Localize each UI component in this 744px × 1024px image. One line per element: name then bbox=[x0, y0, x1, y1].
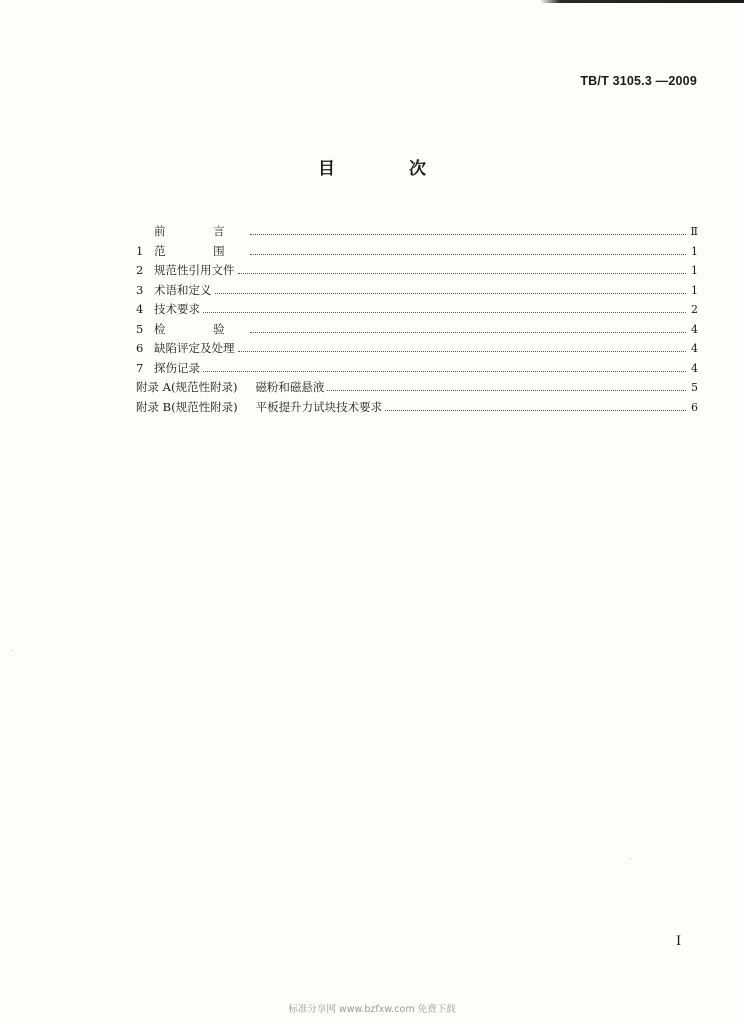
toc-dot-leader bbox=[250, 331, 686, 333]
toc-entry-number: 5 bbox=[136, 321, 144, 336]
toc-entry-number: 6 bbox=[136, 341, 144, 355]
page-number: Ⅰ bbox=[676, 934, 682, 949]
toc-entry-label: 检 验 bbox=[154, 321, 247, 336]
toc-entry[interactable] bbox=[136, 339, 698, 359]
scan-speck bbox=[630, 858, 631, 859]
standard-number: TB/T 3105.3 —2009 bbox=[580, 74, 697, 88]
page-title: 目 次 bbox=[318, 159, 460, 179]
toc-dot-leader bbox=[203, 370, 686, 372]
toc-entry[interactable] bbox=[136, 300, 698, 320]
toc-entry-page: 1 bbox=[691, 264, 698, 277]
toc-entry-label: 磁粉和磁悬液 bbox=[255, 380, 325, 394]
toc-appendix-type: 附录 B(规范性附录) bbox=[136, 399, 238, 414]
toc-entry-label: 平板提升力试块技术要求 bbox=[255, 399, 383, 414]
toc-appendix-type: 附录 A(规范性附录) bbox=[136, 380, 238, 394]
toc-entry-number: 2 bbox=[136, 263, 144, 277]
toc-entry-page: 6 bbox=[691, 400, 698, 414]
toc-entry-page: 2 bbox=[691, 303, 698, 316]
toc-entry[interactable] bbox=[136, 359, 698, 379]
toc-dot-leader bbox=[215, 292, 687, 294]
toc-entry-number: 1 bbox=[136, 243, 144, 258]
toc-entry-label: 规范性引用文件 bbox=[154, 263, 235, 277]
toc-entry[interactable] bbox=[136, 320, 698, 340]
toc-entry-number: 7 bbox=[136, 360, 144, 375]
toc-dot-leader bbox=[250, 253, 686, 255]
toc-dot-leader bbox=[385, 409, 686, 411]
toc-entry-number: 4 bbox=[136, 302, 144, 316]
toc-dot-leader bbox=[250, 233, 686, 235]
toc-entry[interactable] bbox=[136, 281, 698, 301]
toc-entry[interactable] bbox=[136, 242, 698, 262]
toc-dot-leader bbox=[238, 350, 687, 352]
toc-entry[interactable] bbox=[136, 398, 698, 418]
toc-entry[interactable] bbox=[136, 378, 698, 398]
toc-entry-label: 前 言 bbox=[154, 224, 247, 238]
toc-dot-leader bbox=[203, 311, 686, 313]
toc-entry-page: 4 bbox=[691, 361, 698, 375]
toc-entry-label: 范 围 bbox=[154, 243, 247, 258]
toc-dot-leader bbox=[238, 272, 687, 274]
toc-entry-label: 缺陷评定及处理 bbox=[154, 341, 235, 355]
scan-top-edge bbox=[0, 0, 744, 3]
toc-entry-page: 4 bbox=[691, 322, 698, 336]
toc-entry-page: 5 bbox=[691, 381, 698, 394]
toc-entry-page: 4 bbox=[691, 342, 698, 355]
toc-entry-number: 3 bbox=[136, 282, 144, 297]
table-of-contents bbox=[136, 222, 698, 417]
toc-entry-label: 探伤记录 bbox=[154, 360, 200, 375]
toc-entry-label: 术语和定义 bbox=[154, 282, 212, 297]
scan-speck bbox=[12, 650, 13, 651]
toc-dot-leader bbox=[327, 389, 686, 391]
toc-entry-page: Ⅱ bbox=[690, 225, 698, 238]
toc-entry[interactable] bbox=[136, 261, 698, 281]
toc-entry[interactable] bbox=[136, 222, 698, 242]
toc-entry-page: 1 bbox=[691, 244, 698, 258]
scan-speck bbox=[538, 316, 539, 317]
watermark-link[interactable]: 标准分享网 www.bzfxw.com 免费下载 bbox=[288, 1004, 456, 1015]
toc-entry-label: 技术要求 bbox=[154, 302, 200, 316]
toc-entry-page: 1 bbox=[691, 283, 698, 297]
